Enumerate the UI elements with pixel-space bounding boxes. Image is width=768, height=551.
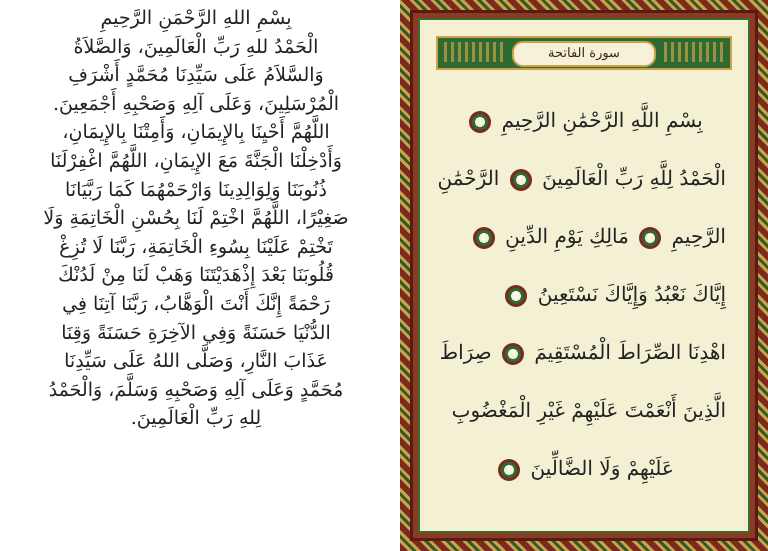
verse-line-5 — [439, 340, 726, 365]
verse-line-7 — [442, 456, 726, 481]
verse-text: اهْدِنَا الصِّرَاطَ الْمُسْتَقِيمَ — [534, 340, 726, 364]
verse-marker-icon: ٤ — [473, 227, 495, 249]
verse-line-4 — [442, 282, 726, 307]
header-ornament — [664, 42, 724, 62]
verse-marker-icon: ٥ — [505, 285, 527, 307]
mushaf-page-frame — [400, 0, 768, 551]
verse-text: الْحَمْدُ لِلَّهِ رَبِّ الْعَالَمِينَ — [542, 166, 726, 190]
verse-marker-icon: ٣ — [639, 227, 661, 249]
verse-line-2 — [437, 166, 726, 191]
verse-marker-icon: ٢ — [510, 169, 532, 191]
verse-text: الرَّحِيمِ — [671, 224, 726, 248]
verse-text: عَلَيْهِمْ وَلَا الضَّالِّينَ — [530, 456, 674, 480]
prayer-line: الْمُرْسَلِينَ، وَعَلَى آلِهِ وَصَحْبِهِ أَجْمَعِينَ. — [52, 92, 340, 115]
verse-text: الَّذِينَ أَنْعَمْتَ عَلَيْهِمْ غَيْرِ الْمَغْضُوبِ — [451, 398, 726, 422]
verse-marker-icon: ١ — [469, 111, 491, 133]
verse-text: إِيَّاكَ نَعْبُدُ وَإِيَّاكَ نَسْتَعِينُ — [537, 282, 726, 306]
prayer-line: اللَّهُمَّ أَحْيِنَا بِالإِيمَانِ، وَأَمِتْنَا بِالإِيمَانِ، — [62, 121, 330, 144]
prayer-line: بِسْمِ اللهِ الرَّحْمَنِ الرَّحِيمِ — [100, 7, 292, 29]
prayer-line: الدُّنْيَا حَسَنَةً وَفِي الآخِرَةِ حَسَنَةً وَقِنَا — [61, 321, 331, 344]
verse-marker-icon: ٧ — [498, 459, 520, 481]
verse-marker-icon: ٦ — [502, 343, 524, 365]
surah-title: سورة الفاتحة — [512, 41, 656, 67]
prayer-line: ذُنُوبَنَا وَلِوَالِدِينَا وَارْحَمْهُمَا كَمَا رَبَّيَانَا — [65, 178, 327, 201]
prayer-line: وَأَدْخِلْنَا الْجَنَّةَ مَعَ الإِيمَانِ، اللَّهُمَّ اغْفِرْلَنَا — [50, 149, 342, 172]
verse-text: بِسْمِ اللَّهِ الرَّحْمَٰنِ الرَّحِيمِ — [501, 108, 703, 132]
prayer-line: صَغِيْرًا، اللَّهُمَّ اخْتِمْ لَنَا بِحُسْنِ الْخَاتِمَةِ وَلَا — [43, 207, 349, 230]
prayer-line: قُلُوبَنَا بَعْدَ إِذْهَدَيْتَنَا وَهَبْ لَنَا مِنْ لَدُنْكَ — [58, 264, 334, 287]
prayer-line: عَذَابَ النَّارِ، وَصَلَّى اللهُ عَلَى سَيِّدِنَا — [64, 350, 328, 373]
prayer-line: الْحَمْدُ للهِ رَبِّ الْعَالَمِينَ، وَالصَّلاَةُ — [73, 35, 319, 58]
prayer-line: مُحَمَّدٍ وَعَلَى آلِهِ وَصَحْبِهِ وَسَلَّمَ، وَالْحَمْدُ — [48, 378, 344, 401]
prayer-line: تَخْتِمْ عَلَيْنَا بِسُوءِ الْخَاتِمَةِ، رَبَّنَا لَا تُزِغْ — [59, 235, 333, 258]
verse-line-6 — [442, 398, 726, 422]
prayer-line: لِلهِ رَبِّ الْعَالَمِينَ. — [130, 407, 262, 430]
surah-header — [436, 36, 732, 70]
prayer-text — [8, 4, 384, 433]
verse-line-3 — [442, 224, 726, 249]
verse-text: صِرَاطَ — [439, 340, 492, 364]
verse-text: مَالِكِ يَوْمِ الدِّينِ — [505, 224, 629, 248]
mushaf-page — [418, 18, 750, 533]
header-ornament — [444, 42, 504, 62]
prayer-line: وَالسَّلاَمُ عَلَى سَيِّدِنَا مُحَمَّدٍ أَشْرَفِ — [68, 64, 324, 87]
prayer-line: رَحْمَةً إِنَّكَ أَنْتَ الْوَهَّابُ، رَبَّنَا آتِنَا فِي — [62, 292, 330, 315]
verse-line-1 — [442, 108, 726, 133]
verse-text: الرَّحْمَٰنِ — [437, 166, 500, 190]
